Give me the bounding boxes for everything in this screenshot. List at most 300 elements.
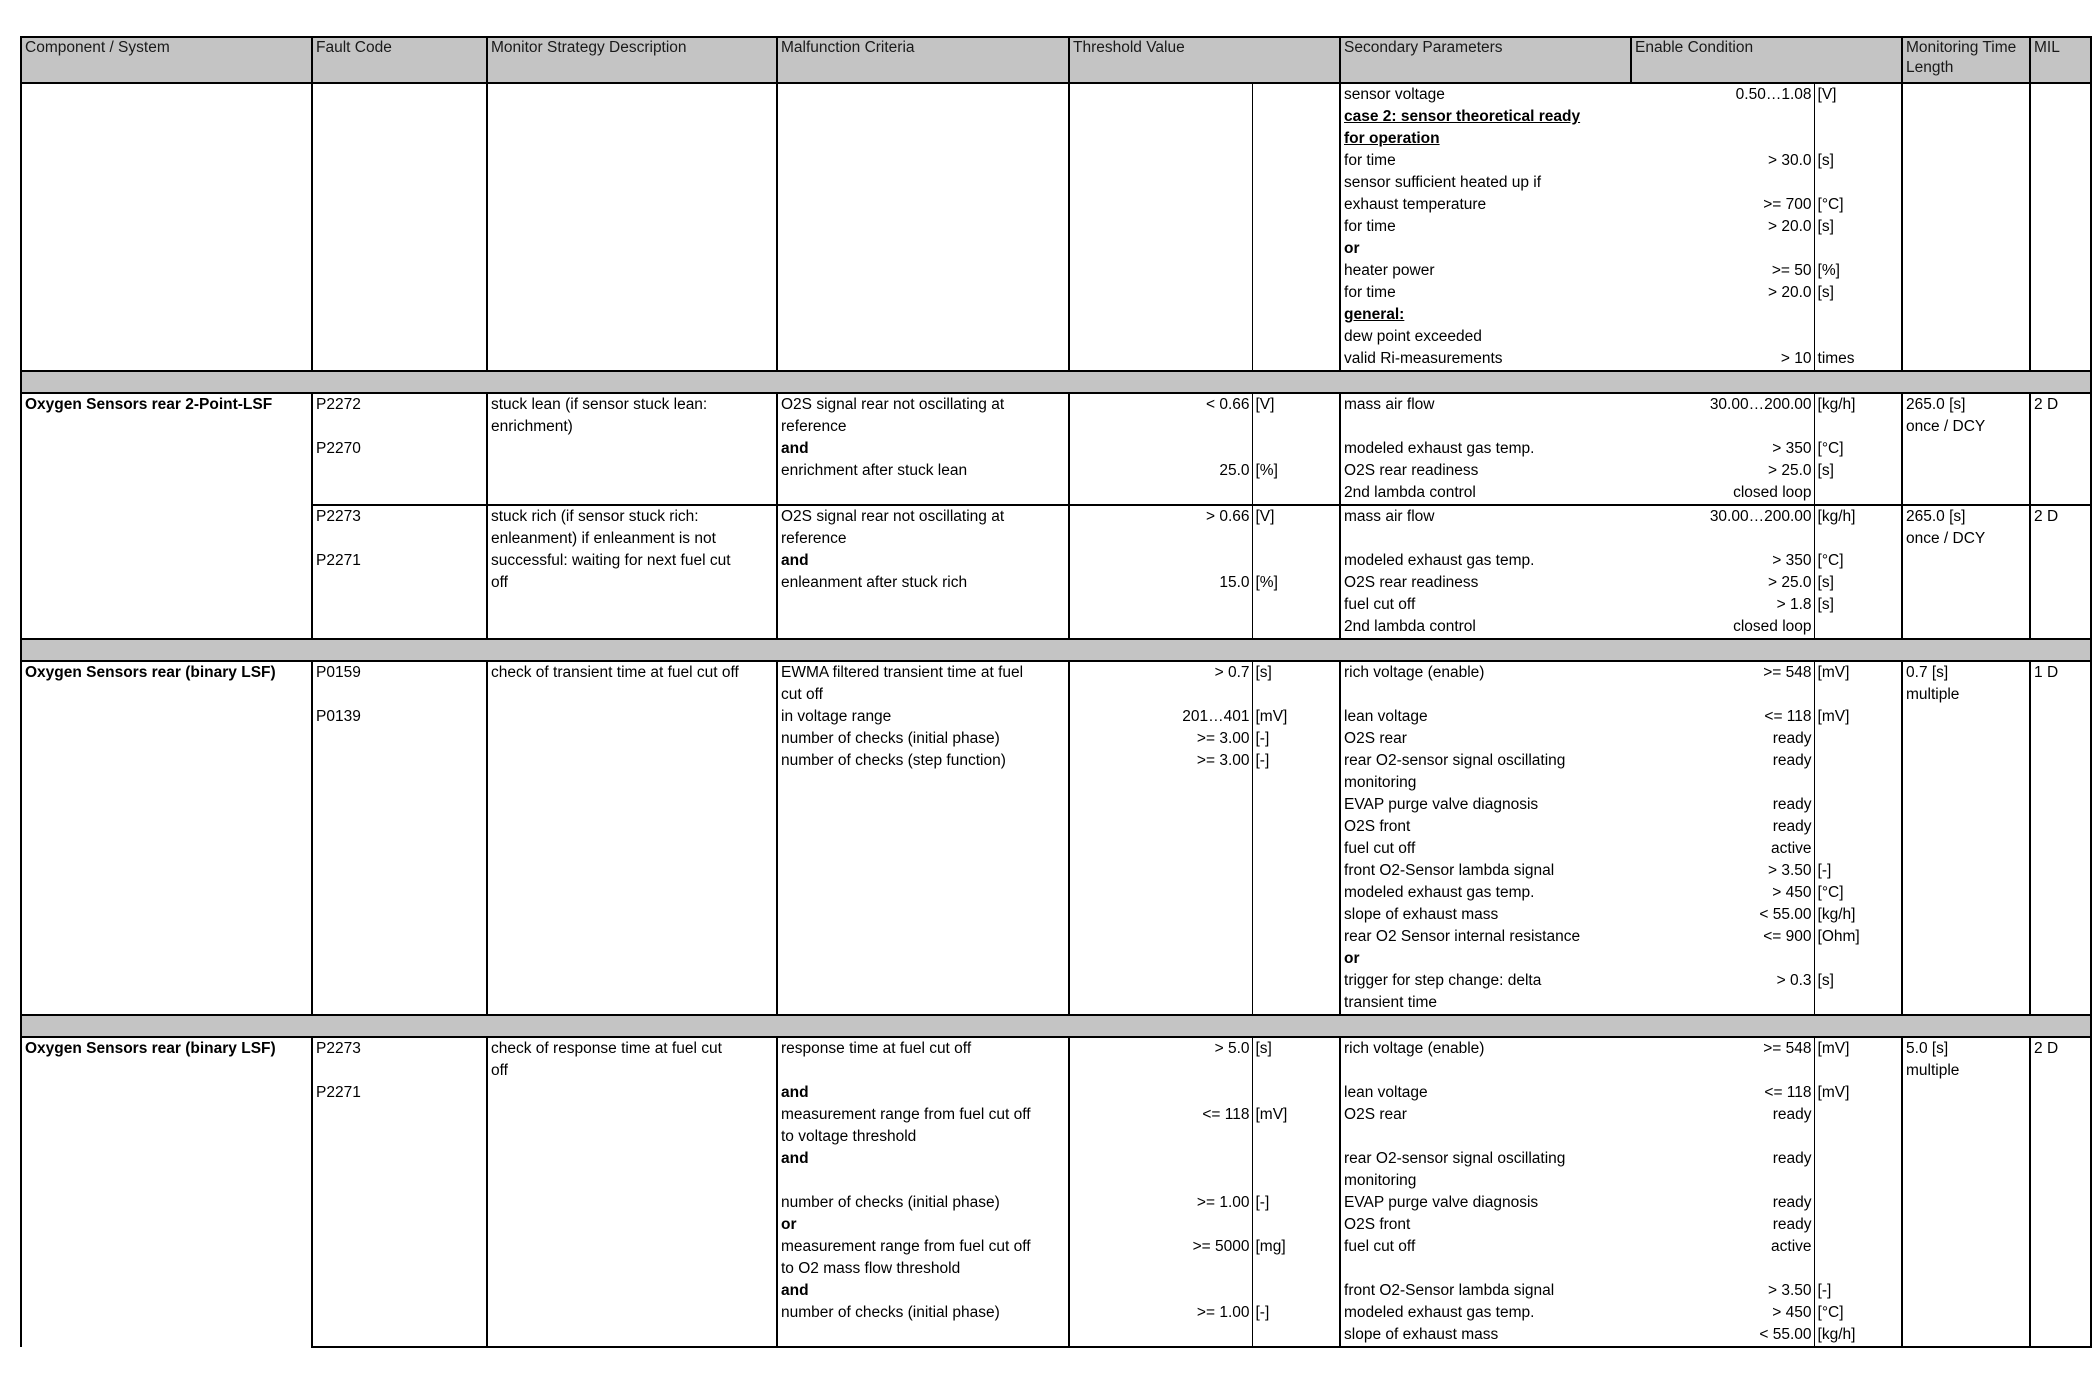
monitor-cell: stuck lean (if sensor stuck lean: <box>487 393 777 416</box>
fault-code-cell: P2270 <box>312 438 487 460</box>
component-cell <box>21 594 312 616</box>
carryover-row <box>21 172 2091 194</box>
enable-unit-cell <box>1814 1060 1902 1082</box>
mil-cell <box>2030 304 2091 326</box>
component-cell <box>21 216 312 238</box>
monitoring-time-cell <box>1902 572 2030 594</box>
threshold-unit-cell <box>1252 1280 1340 1302</box>
secondary-param-cell: front O2-Sensor lambda signal <box>1344 1282 1555 1299</box>
component-cell <box>21 750 312 772</box>
threshold-unit-cell <box>1252 1258 1340 1280</box>
criteria-cell: or <box>777 1214 1069 1236</box>
component-cell <box>21 260 312 282</box>
carryover-row <box>21 106 2091 128</box>
threshold-value-cell: > 0.7 <box>1069 661 1252 684</box>
monitoring-time-cell: once / DCY <box>1902 416 2030 438</box>
secondary-param-cell: O2S rear <box>1344 1106 1407 1123</box>
mil-cell <box>2030 794 2091 816</box>
fault-code-cell <box>312 970 487 992</box>
enable-value-cell: ready <box>1772 730 1812 747</box>
enable-value-cell: > 25.0 <box>1767 574 1812 591</box>
threshold-unit-cell <box>1252 528 1340 550</box>
monitoring-time-cell <box>1902 1126 2030 1148</box>
fault-code-cell <box>312 238 487 260</box>
component-cell <box>21 728 312 750</box>
table-row <box>21 438 2091 460</box>
fault-code-cell <box>312 1170 487 1192</box>
threshold-value-cell <box>1069 194 1252 216</box>
monitoring-time-cell <box>1902 992 2030 1015</box>
threshold-unit-cell: [s] <box>1252 1037 1340 1060</box>
monitoring-time-cell <box>1902 1082 2030 1104</box>
mil-cell <box>2030 1236 2091 1258</box>
enable-value-cell <box>1631 772 1814 794</box>
monitoring-time-cell <box>1902 83 2030 106</box>
header-threshold-value: Threshold Value <box>1069 37 1340 83</box>
monitor-cell <box>487 970 777 992</box>
criteria-cell <box>777 106 1069 128</box>
threshold-value-cell <box>1069 482 1252 505</box>
carryover-row <box>21 150 2091 172</box>
threshold-unit-cell <box>1252 416 1340 438</box>
threshold-value-cell: >= 1.00 <box>1196 1304 1250 1321</box>
enable-value-cell <box>1631 304 1814 326</box>
secondary-param-cell: modeled exhaust gas temp. <box>1344 884 1535 901</box>
monitor-cell <box>487 904 777 926</box>
component-cell <box>21 150 312 172</box>
threshold-unit-cell: [mg] <box>1252 1236 1340 1258</box>
enable-unit-cell <box>1814 304 1902 326</box>
threshold-unit-cell <box>1252 772 1340 794</box>
component-cell: Oxygen Sensors rear 2-Point-LSF <box>21 393 312 416</box>
mil-cell <box>2030 1258 2091 1280</box>
monitor-cell <box>487 1214 777 1236</box>
component-cell <box>21 460 312 482</box>
threshold-unit-cell <box>1252 83 1340 106</box>
monitoring-time-cell <box>1902 438 2030 460</box>
header-monitor-strategy: Monitor Strategy Description <box>487 37 777 83</box>
fault-code-cell <box>312 684 487 706</box>
monitor-cell: enleanment) if enleanment is not <box>487 528 777 550</box>
component-cell <box>21 438 312 460</box>
fault-code-cell <box>312 460 487 482</box>
fault-code-cell: P0139 <box>312 706 487 728</box>
monitor-cell <box>487 1280 777 1302</box>
threshold-value-cell <box>1069 1060 1252 1082</box>
table-row <box>21 528 2091 550</box>
section-separator <box>21 1015 2091 1037</box>
fault-code-cell <box>312 128 487 150</box>
threshold-unit-cell <box>1252 616 1340 639</box>
enable-value-cell <box>1631 326 1814 348</box>
threshold-unit-cell: [V] <box>1252 505 1340 528</box>
monitor-cell <box>487 794 777 816</box>
enable-unit-cell <box>1814 838 1902 860</box>
enable-value-cell <box>1631 416 1814 438</box>
enable-value-cell: 30.00…200.00 <box>1631 393 1814 416</box>
component-cell <box>21 1148 312 1170</box>
enable-unit-cell <box>1814 948 1902 970</box>
mil-cell <box>2030 416 2091 438</box>
component-cell <box>21 838 312 860</box>
enable-unit-cell: [kg/h] <box>1814 1324 1902 1347</box>
mil-cell <box>2030 926 2091 948</box>
component-cell <box>21 1060 312 1082</box>
threshold-value-cell: >= 3.00 <box>1196 752 1250 769</box>
monitor-cell: check of response time at fuel cut <box>487 1037 777 1060</box>
threshold-unit-cell <box>1252 304 1340 326</box>
monitor-cell <box>487 684 777 706</box>
threshold-unit-cell <box>1252 482 1340 505</box>
fault-code-cell <box>312 616 487 639</box>
fault-code-cell <box>312 260 487 282</box>
enable-value-cell: >= 548 <box>1631 661 1814 684</box>
carryover-row <box>21 304 2091 326</box>
threshold-unit-cell <box>1252 1324 1340 1347</box>
enable-unit-cell <box>1814 1148 1902 1170</box>
threshold-unit-cell <box>1252 238 1340 260</box>
criteria-cell <box>777 150 1069 172</box>
criteria-cell: measurement range from fuel cut off <box>777 1236 1069 1258</box>
threshold-unit-cell <box>1252 794 1340 816</box>
secondary-param-cell: case 2: sensor theoretical ready <box>1344 108 1581 125</box>
criteria-cell: response time at fuel cut off <box>777 1037 1069 1060</box>
secondary-param-cell: mass air flow <box>1340 505 1631 528</box>
secondary-param-cell: monitoring <box>1344 1172 1417 1189</box>
threshold-unit-cell <box>1252 106 1340 128</box>
criteria-cell <box>777 838 1069 860</box>
threshold-value-cell <box>1069 416 1252 438</box>
enable-unit-cell: times <box>1814 348 1902 371</box>
monitoring-time-cell <box>1902 550 2030 572</box>
monitor-cell <box>487 860 777 882</box>
criteria-cell: and <box>777 1280 1069 1302</box>
enable-value-cell <box>1631 128 1814 150</box>
component-cell: Oxygen Sensors rear (binary LSF) <box>21 661 312 684</box>
enable-value-cell: active <box>1771 840 1812 857</box>
enable-value-cell: > 10 <box>1631 348 1814 371</box>
table-row <box>21 1302 2091 1324</box>
component-cell <box>21 1258 312 1280</box>
enable-value-cell: > 20.0 <box>1767 284 1812 301</box>
fault-code-cell <box>312 816 487 838</box>
enable-unit-cell <box>1814 326 1902 348</box>
threshold-unit-cell <box>1252 1170 1340 1192</box>
secondary-param-cell: O2S front <box>1344 1216 1411 1233</box>
table-row <box>21 728 2091 750</box>
threshold-unit-cell <box>1252 838 1340 860</box>
component-cell <box>21 992 312 1015</box>
table-row <box>21 992 2091 1015</box>
enable-unit-cell <box>1814 416 1902 438</box>
separator-band <box>21 1015 2091 1037</box>
component-cell <box>21 904 312 926</box>
carryover-row <box>21 83 2091 106</box>
enable-unit-cell <box>1814 1258 1902 1280</box>
monitor-cell: enrichment) <box>487 416 777 438</box>
mil-cell <box>2030 460 2091 482</box>
component-cell <box>21 794 312 816</box>
monitoring-time-cell <box>1902 106 2030 128</box>
secondary-param-cell: O2S front <box>1344 818 1411 835</box>
secondary-param-cell: rear O2 Sensor internal resistance <box>1344 928 1581 945</box>
carryover-row <box>21 216 2091 238</box>
table-body <box>21 83 2091 1347</box>
enable-value-cell: <= 118 <box>1764 708 1812 725</box>
monitoring-time-cell <box>1902 216 2030 238</box>
enable-value-cell: > 30.0 <box>1767 152 1812 169</box>
table-row <box>21 772 2091 794</box>
table-row <box>21 616 2091 639</box>
criteria-cell <box>777 83 1069 106</box>
threshold-value-cell <box>1069 106 1252 128</box>
secondary-param-cell: heater power <box>1344 262 1435 279</box>
table-row <box>21 750 2091 772</box>
monitor-cell: off <box>487 1060 777 1082</box>
table-row <box>21 1280 2091 1302</box>
fault-code-cell: P2273 <box>312 505 487 528</box>
criteria-cell: and <box>777 1082 1069 1104</box>
enable-value-cell: ready <box>1772 1194 1812 1211</box>
secondary-param-cell: sensor voltage <box>1344 86 1445 103</box>
fault-code-cell <box>312 860 487 882</box>
criteria-cell: to O2 mass flow threshold <box>777 1258 1069 1280</box>
secondary-param-cell <box>1340 416 1631 438</box>
threshold-unit-cell: [mV] <box>1252 1104 1340 1126</box>
threshold-unit-cell <box>1252 282 1340 304</box>
enable-value-cell: <= 900 <box>1763 928 1812 945</box>
monitoring-time-cell: 265.0 [s] <box>1902 393 2030 416</box>
mil-cell: 2 D <box>2030 393 2091 416</box>
table-row <box>21 1148 2091 1170</box>
monitoring-time-cell: 265.0 [s] <box>1902 505 2030 528</box>
secondary-param-cell <box>1340 1258 1631 1280</box>
component-cell <box>21 860 312 882</box>
component-cell <box>21 926 312 948</box>
monitoring-time-cell <box>1902 128 2030 150</box>
component-cell <box>21 706 312 728</box>
mil-cell <box>2030 706 2091 728</box>
monitoring-time-cell <box>1902 706 2030 728</box>
threshold-unit-cell <box>1252 926 1340 948</box>
mil-cell <box>2030 238 2091 260</box>
component-cell <box>21 1104 312 1126</box>
threshold-unit-cell <box>1252 948 1340 970</box>
secondary-param-cell: for time <box>1344 284 1396 301</box>
threshold-unit-cell <box>1252 594 1340 616</box>
mil-cell <box>2030 1170 2091 1192</box>
monitor-cell <box>487 816 777 838</box>
criteria-cell <box>777 238 1069 260</box>
fault-code-cell <box>312 326 487 348</box>
threshold-unit-cell <box>1252 1214 1340 1236</box>
enable-unit-cell <box>1814 238 1902 260</box>
mil-cell <box>2030 128 2091 150</box>
mil-cell <box>2030 1192 2091 1214</box>
threshold-unit-cell: [-] <box>1252 728 1340 750</box>
table-row <box>21 1060 2091 1082</box>
criteria-cell <box>777 1170 1069 1192</box>
mil-cell <box>2030 1280 2091 1302</box>
enable-unit-cell: [s] <box>1814 594 1902 616</box>
table-row <box>21 1104 2091 1126</box>
component-cell <box>21 83 312 106</box>
secondary-param-cell: rear O2-sensor signal oscillating <box>1344 752 1566 769</box>
enable-value-cell <box>1631 238 1814 260</box>
enable-value-cell: > 20.0 <box>1767 218 1812 235</box>
criteria-cell: cut off <box>777 684 1069 706</box>
criteria-cell: to voltage threshold <box>777 1126 1069 1148</box>
criteria-cell: in voltage range <box>777 706 1069 728</box>
secondary-param-cell: rich voltage (enable) <box>1340 661 1631 684</box>
monitoring-time-cell <box>1902 260 2030 282</box>
monitoring-time-cell <box>1902 1214 2030 1236</box>
criteria-cell: O2S signal rear not oscillating at <box>777 393 1069 416</box>
mil-cell <box>2030 992 2091 1015</box>
enable-value-cell: 30.00…200.00 <box>1631 505 1814 528</box>
monitoring-time-cell <box>1902 1148 2030 1170</box>
table-row <box>21 970 2091 992</box>
component-cell <box>21 128 312 150</box>
enable-unit-cell <box>1814 1214 1902 1236</box>
secondary-param-cell: front O2-Sensor lambda signal <box>1344 862 1555 879</box>
mil-cell <box>2030 572 2091 594</box>
mil-cell <box>2030 816 2091 838</box>
monitor-cell <box>487 1236 777 1258</box>
threshold-value-cell: > 5.0 <box>1069 1037 1252 1060</box>
monitoring-time-cell <box>1902 282 2030 304</box>
monitoring-time-cell <box>1902 460 2030 482</box>
obd-monitor-table <box>20 36 2092 1348</box>
mil-cell <box>2030 150 2091 172</box>
section-separator <box>21 639 2091 661</box>
mil-cell <box>2030 216 2091 238</box>
monitoring-time-cell <box>1902 794 2030 816</box>
mil-cell <box>2030 1324 2091 1347</box>
monitor-cell <box>487 260 777 282</box>
mil-cell: 2 D <box>2030 505 2091 528</box>
mil-cell <box>2030 904 2091 926</box>
criteria-cell <box>777 260 1069 282</box>
enable-unit-cell <box>1814 528 1902 550</box>
secondary-param-cell: fuel cut off <box>1344 840 1416 857</box>
enable-value-cell: > 350 <box>1772 552 1812 569</box>
criteria-cell: reference <box>777 528 1069 550</box>
enable-unit-cell: [s] <box>1814 282 1902 304</box>
threshold-value-cell: 15.0 <box>1219 574 1250 591</box>
threshold-value-cell <box>1069 83 1252 106</box>
enable-unit-cell <box>1814 684 1902 706</box>
table-row <box>21 904 2091 926</box>
mil-cell <box>2030 838 2091 860</box>
fault-code-cell <box>312 992 487 1015</box>
fault-code-cell <box>312 1126 487 1148</box>
monitor-cell: check of transient time at fuel cut off <box>487 661 777 684</box>
criteria-cell <box>777 992 1069 1015</box>
monitoring-time-cell <box>1902 772 2030 794</box>
enable-unit-cell: [Ohm] <box>1814 926 1902 948</box>
criteria-cell: and <box>777 438 1069 460</box>
header-row <box>21 37 2091 83</box>
component-cell <box>21 616 312 639</box>
threshold-value-cell <box>1069 794 1252 816</box>
criteria-cell <box>777 948 1069 970</box>
component-cell <box>21 948 312 970</box>
table-row <box>21 594 2091 616</box>
criteria-cell: and <box>777 1148 1069 1170</box>
monitoring-time-cell <box>1902 1258 2030 1280</box>
enable-value-cell: ready <box>1772 1216 1812 1233</box>
secondary-param-cell: or <box>1344 950 1360 967</box>
monitor-cell: successful: waiting for next fuel cut <box>487 550 777 572</box>
enable-value-cell: closed loop <box>1631 482 1814 505</box>
secondary-param-cell: monitoring <box>1344 774 1417 791</box>
monitor-cell <box>487 926 777 948</box>
fault-code-cell <box>312 904 487 926</box>
enable-unit-cell: [%] <box>1814 260 1902 282</box>
secondary-param-cell: modeled exhaust gas temp. <box>1344 552 1535 569</box>
mil-cell <box>2030 1060 2091 1082</box>
threshold-unit-cell: [V] <box>1252 393 1340 416</box>
secondary-param-cell: transient time <box>1340 992 1631 1015</box>
table-row <box>21 1082 2091 1104</box>
fault-code-cell <box>312 416 487 438</box>
monitor-cell <box>487 482 777 505</box>
secondary-param-cell: lean voltage <box>1344 708 1428 725</box>
threshold-unit-cell: [mV] <box>1252 706 1340 728</box>
header-mil: MIL <box>2030 37 2091 83</box>
enable-unit-cell <box>1814 750 1902 772</box>
component-cell <box>21 1324 312 1347</box>
fault-code-cell: P0159 <box>312 661 487 684</box>
monitoring-time-cell <box>1902 304 2030 326</box>
threshold-value-cell <box>1069 1170 1252 1192</box>
fault-code-cell <box>312 1280 487 1302</box>
monitor-cell <box>487 326 777 348</box>
threshold-unit-cell: [-] <box>1252 750 1340 772</box>
secondary-param-cell <box>1340 684 1631 706</box>
component-cell <box>21 505 312 528</box>
secondary-param-cell: dew point exceeded <box>1344 328 1482 345</box>
secondary-param-cell: trigger for step change: delta <box>1344 972 1542 989</box>
monitoring-time-cell <box>1902 150 2030 172</box>
component-cell <box>21 482 312 505</box>
secondary-param-cell <box>1340 1060 1631 1082</box>
threshold-value-cell <box>1069 1324 1252 1347</box>
monitoring-time-cell <box>1902 970 2030 992</box>
monitor-cell <box>487 460 777 482</box>
mil-cell <box>2030 948 2091 970</box>
fault-code-cell <box>312 83 487 106</box>
fault-code-cell <box>312 772 487 794</box>
threshold-value-cell <box>1069 348 1252 371</box>
secondary-param-cell: fuel cut off <box>1344 1238 1416 1255</box>
criteria-cell <box>777 326 1069 348</box>
criteria-cell <box>777 860 1069 882</box>
monitor-cell: stuck rich (if sensor stuck rich: <box>487 505 777 528</box>
threshold-unit-cell: [-] <box>1252 1302 1340 1324</box>
enable-unit-cell: [s] <box>1814 460 1902 482</box>
threshold-value-cell: >= 3.00 <box>1196 730 1250 747</box>
monitor-cell <box>487 1170 777 1192</box>
threshold-value-cell: >= 1.00 <box>1196 1194 1250 1211</box>
table-row <box>21 706 2091 728</box>
criteria-cell <box>777 172 1069 194</box>
threshold-value-cell <box>1069 1214 1252 1236</box>
component-cell <box>21 282 312 304</box>
monitoring-time-cell <box>1902 594 2030 616</box>
monitor-cell <box>487 438 777 460</box>
